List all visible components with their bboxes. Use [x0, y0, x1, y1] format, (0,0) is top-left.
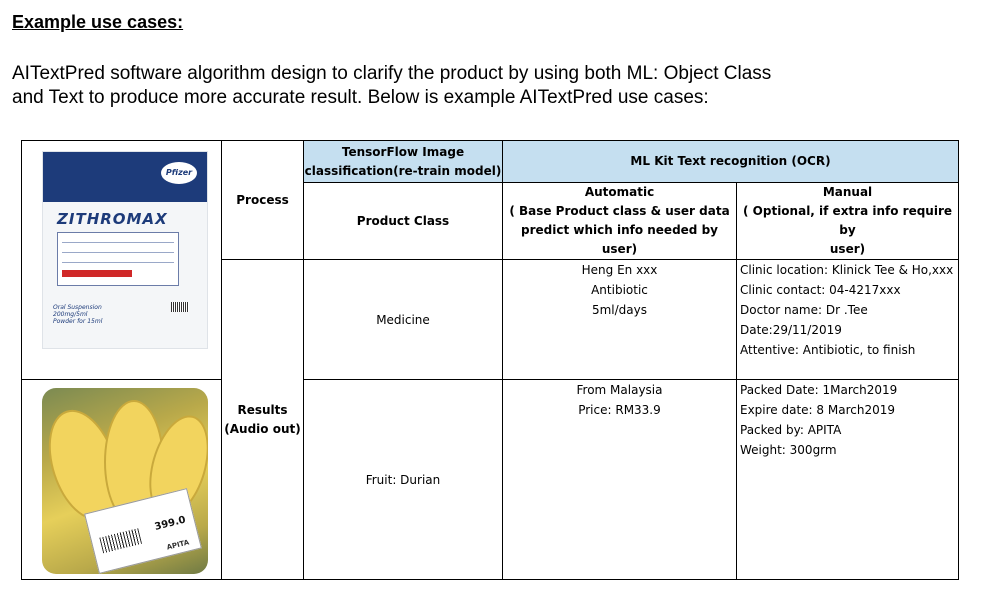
zithromax-brand: ZITHROMAX: [57, 210, 168, 228]
antibiotic-tag: [62, 270, 132, 277]
intro-paragraph: [12, 62, 912, 110]
sticker-price: 399.0: [153, 514, 187, 533]
list-item: Clinic contact: 04-4217xxx: [740, 283, 901, 297]
intro-line-2: and Text to produce more accurate result. Below is example AITextPred use cases:: [12, 87, 709, 108]
automatic-header: Automatic ( Base Product class & user data predict which info needed by user): [503, 183, 737, 260]
list-item: From Malaysia: [576, 383, 663, 397]
process-label-cell: [222, 141, 304, 260]
prescription-label: [57, 232, 179, 286]
list-item: Doctor name: Dr .Tee: [740, 303, 868, 317]
medicine-image-cell: [22, 141, 222, 380]
suspension-text: Oral Suspension 200mg/5ml Powder for 15ml: [53, 304, 103, 325]
manual-header: Manual ( Optional, if extra info require by user): [737, 183, 959, 260]
pfizer-logo: Pfizer: [161, 162, 197, 184]
list-item: Attentive: Antibiotic, to finish: [740, 343, 916, 357]
sticker-barcode: [99, 528, 142, 553]
list-item: Packed by: APITA: [740, 423, 842, 437]
list-item: Date:29/11/2019: [740, 323, 842, 337]
medicine-automatic-info: [503, 260, 737, 380]
box-barcode: [171, 302, 189, 312]
product-class-header: Product Class: [304, 183, 503, 260]
process-label: Process: [236, 192, 289, 207]
list-item: Expire date: 8 March2019: [740, 403, 895, 417]
intro-line-1: AITextPred software algorithm design to clarify the product by using both ML: Object Class: [12, 63, 772, 84]
durian-image-cell: [22, 380, 222, 580]
durian-manual-info: [737, 380, 959, 580]
results-label: Results: [237, 402, 288, 417]
list-item: Packed Date: 1March2019: [740, 383, 898, 397]
medicine-manual-info: [737, 260, 959, 380]
durian-product-class: Fruit: Durian: [304, 380, 503, 580]
tensorflow-header: TensorFlow Image classification(re-train model): [304, 141, 503, 183]
durian-automatic-info: [503, 380, 737, 580]
list-item: Antibiotic: [591, 283, 648, 297]
list-item: Weight: 300grm: [740, 443, 837, 457]
page-heading: Example use cases:: [12, 12, 184, 32]
list-item: Price: RM33.9: [578, 403, 661, 417]
list-item: Heng En xxx: [581, 263, 658, 277]
list-item: Clinic location: Klinick Tee & Ho,xxx: [740, 263, 954, 277]
zithromax-box-image: [42, 151, 208, 349]
durian-pack-image: [42, 388, 208, 574]
mlkit-header: ML Kit Text recognition (OCR): [503, 141, 959, 183]
results-label-cell: [222, 260, 304, 580]
sticker-store: APITA: [165, 538, 191, 552]
list-item: 5ml/days: [591, 303, 648, 317]
medicine-product-class: Medicine: [304, 260, 503, 380]
audio-out-label: (Audio out): [224, 421, 301, 436]
use-case-table: [21, 140, 959, 580]
